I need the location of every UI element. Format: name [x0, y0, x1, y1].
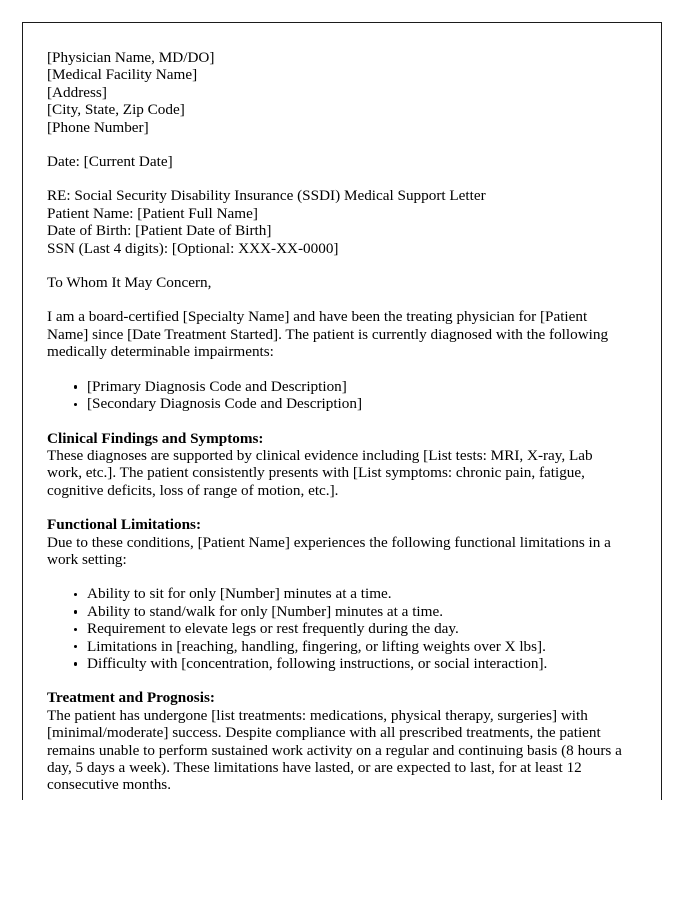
list-item: [Secondary Diagnosis Code and Description]: [47, 395, 625, 412]
list-item: Difficulty with [concentration, following instructions, or social interaction].: [47, 655, 625, 672]
section-heading-functional-limitations: Functional Limitations:: [47, 516, 201, 534]
section-body-treatment-prognosis: The patient has undergone [list treatments: medications, physical therapy, surgeries] with [minimal/moderate] success. Despite compliance with all prescribed treatments, the patient remains unable to perform sustained work activity on a regular and continuing basis (8 hours a day, 5 days a week). These limitations have lasted, or are expected to last, for at least 12 consecutive months.: [47, 706, 622, 794]
list-item: Ability to sit for only [Number] minutes at a time.: [47, 585, 625, 602]
salutation-block: [47, 274, 625, 291]
document-page: [22, 22, 662, 800]
section-body-functional-limitations: Due to these conditions, [Patient Name] experiences the following functional limitations in a work setting:: [47, 533, 611, 568]
salutation-line: To Whom It May Concern,: [47, 274, 212, 292]
limitations-list: [47, 585, 625, 672]
date-block: [47, 153, 625, 170]
phone-number-line: [Phone Number]: [47, 118, 149, 136]
list-item: Requirement to elevate legs or rest frequently during the day.: [47, 620, 625, 637]
treatment-prognosis-section: [47, 689, 625, 793]
list-item: Limitations in [reaching, handling, fingering, or lifting weights over X lbs].: [47, 638, 625, 655]
clinical-findings-section: [47, 430, 625, 500]
document-body: [47, 49, 625, 794]
patient-name-line: Patient Name: [Patient Full Name]: [47, 204, 258, 222]
diagnosis-list: [47, 378, 625, 413]
date-of-birth-line: Date of Birth: [Patient Date of Birth]: [47, 222, 272, 240]
section-heading-clinical-findings: Clinical Findings and Symptoms:: [47, 429, 264, 447]
date-line: Date: [Current Date]: [47, 153, 173, 171]
functional-limitations-section: [47, 516, 625, 568]
address-line: [Address]: [47, 83, 107, 101]
physician-name-line: [Physician Name, MD/DO]: [47, 49, 215, 66]
reference-block: [47, 187, 625, 257]
re-subject-line: RE: Social Security Disability Insurance (SSDI) Medical Support Letter: [47, 187, 486, 205]
facility-name-line: [Medical Facility Name]: [47, 66, 198, 84]
letterhead-block: [47, 49, 625, 136]
section-heading-treatment-prognosis: Treatment and Prognosis:: [47, 689, 215, 707]
ssn-line: SSN (Last 4 digits): [Optional: XXX-XX-0000]: [47, 239, 339, 257]
list-item: [Primary Diagnosis Code and Description]: [47, 378, 625, 395]
section-body-clinical-findings: These diagnoses are supported by clinical evidence including [List tests: MRI, X-ray, Lab work, etc.]. The patient consistently presents with [List symptoms: chronic pain, fatigue, cognitive deficits, loss of range of motion, etc.].: [47, 446, 593, 499]
intro-paragraph-block: [47, 308, 625, 360]
list-item: Ability to stand/walk for only [Number] minutes at a time.: [47, 603, 625, 620]
intro-paragraph: I am a board-certified [Specialty Name] and have been the treating physician for [Patient Name] since [Date Treatment Started]. The patient is currently diagnosed with the following medically determinable impairments:: [47, 308, 609, 361]
city-state-zip-line: [City, State, Zip Code]: [47, 101, 185, 119]
